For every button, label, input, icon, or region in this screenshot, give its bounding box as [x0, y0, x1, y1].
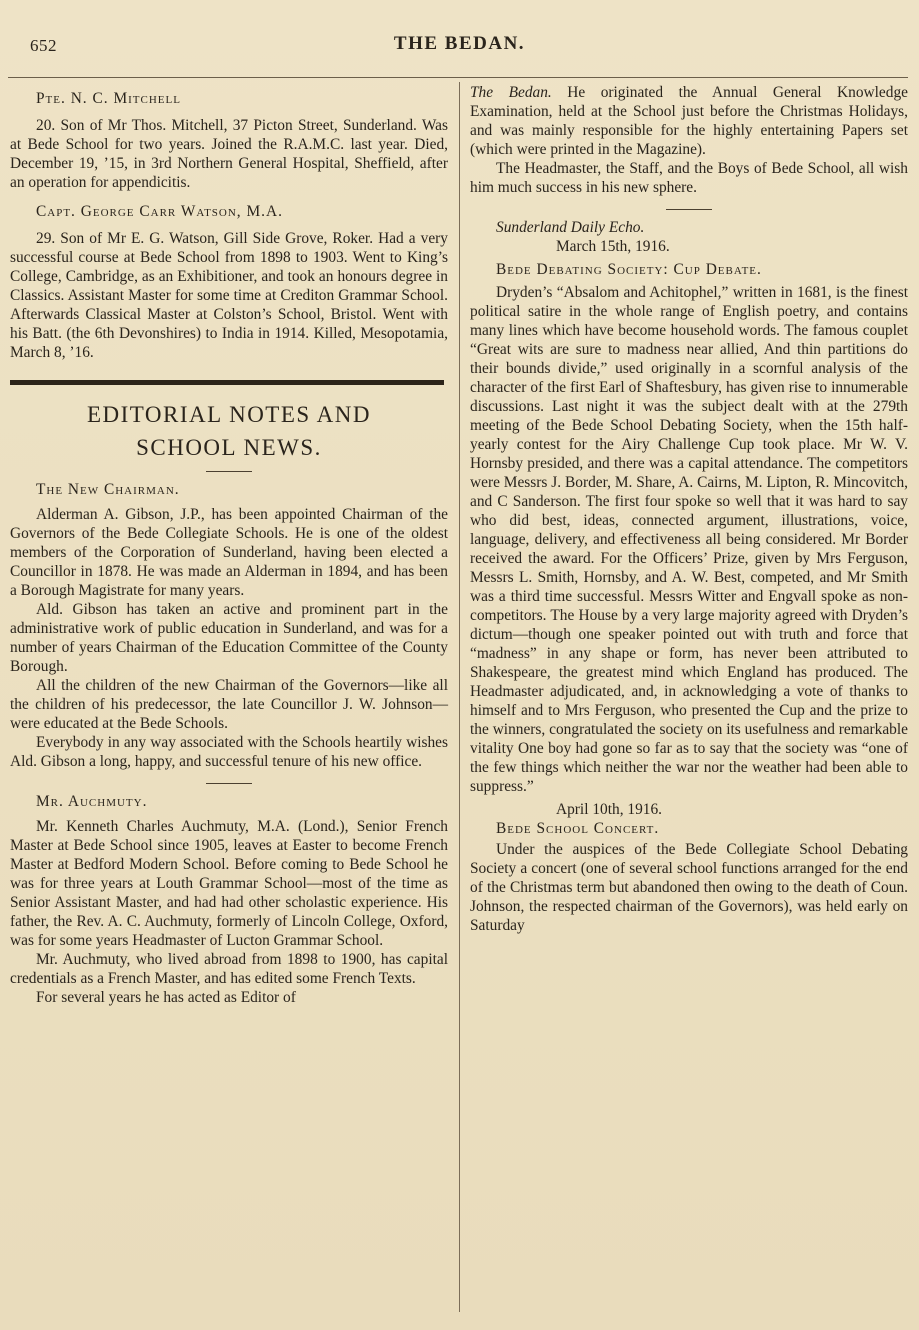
small-rule — [206, 471, 252, 472]
auchmuty-paragraph-2: Mr. Auchmuty, who lived abroad from 1898 to 1900, has capital credentials as a French Master, and has edited some French Texts. — [10, 951, 448, 987]
chairman-heading: The New Chairman. — [36, 481, 180, 498]
concert-text: Under the auspices of the Bede Collegiate School Debating Society a concert (one of several school functions arranged for the end of the Christmas term but abandoned then owing to the death of Coun. Johnson, the respected chairman of the Governors), was held early on Saturday — [470, 841, 908, 934]
small-rule — [206, 783, 252, 784]
small-rule — [666, 209, 712, 210]
watson-heading: Capt. George Carr Watson, M.A. — [36, 203, 283, 220]
chairman-paragraph-4: Everybody in any way associated with the Schools heartily wishes Ald. Gibson a long, happy, and successful tenure of his new office. — [10, 734, 448, 770]
bedan-italic: The Bedan. — [470, 84, 552, 101]
left-column — [10, 85, 448, 1007]
editorial-title-line-1: EDITORIAL NOTES AND — [86, 402, 372, 427]
auchmuty-heading: Mr. Auchmuty. — [36, 793, 148, 810]
chairman-paragraph-2: Ald. Gibson has taken an active and prominent part in the administrative work of public education in Sunderland, and was for a number of years Chairman of the Education Committee of the County Borough. — [10, 601, 448, 675]
right-column — [470, 85, 908, 935]
concert-heading: Bede School Concert. — [496, 820, 660, 837]
watson-text: 29. Son of Mr E. G. Watson, Gill Side Grove, Roker. Had a very successful course at Bede School from 1898 to 1903. Went to King’s College, Cambridge, as an Exhibitioner, and took an honours degree in Classics. Assistant Master for some time at Crediton Grammar School. Afterwards Classical Master at Colston’s School, Bristol. Went with his Batt. (the 6th Devonshires) to India in 1914. Killed, Mesopotamia, March 8, ’16. — [10, 230, 448, 361]
mitchell-text: 20. Son of Mr Thos. Mitchell, 37 Picton Street, Sunderland. Was at Bede School for two years. Joined the R.A.M.C. last year. Died, December 19, ’15, in 3rd Northern General Hospital, Sheffield, after an operation for appendicitis. — [10, 117, 448, 191]
header-rule — [8, 77, 908, 78]
concert-date: April 10th, 1916. — [556, 801, 663, 818]
section-divider — [10, 380, 444, 385]
auchmuty-paragraph-3: For several years he has acted as Editor of — [36, 989, 296, 1006]
debate-heading: Bede Debating Society: Cup Debate. — [496, 261, 762, 278]
editorial-title-line-2: SCHOOL NEWS. — [136, 435, 322, 460]
journal-title: THE BEDAN. — [393, 33, 526, 54]
auchmuty-farewell: The Headmaster, the Staff, and the Boys of Bede School, all wish him much success in his new sphere. — [470, 160, 908, 196]
debate-text: Dryden’s “Absalom and Achitophel,” written in 1681, is the finest political satire in the whole range of English poetry, and contains many lines which have become household words. The famous couplet “Great wits are sure to madness near allied, And thin partitions do their bounds divide,” used originally in a scornful analysis of the character of the first Earl of Shaftesbury, has given rise to innumerable discussions. Last night it was the subject dealt with at the 279th meeting of the Bede School Debating Society, when the 15th half-yearly contest for the Airy Challenge Cup took place. Mr W. V. Hornsby presided, and there was a capital attendance. The competitors were Messrs J. Border, M. Share, A. Cairns, M. Lipton, R. Mincovitch, and C Sanderson. The first four spoke so well that it was hard to say who did best, ideas, connected argument, illustrations, voice, language, delivery, and effectiveness all being considered. Mr Border received the award. For the Officers’ Prize, given by Mrs Ferguson, Messrs L. Smith, Hornsby, and A. W. Best, competed, and Mr Smith was a third time successful. Messrs Witter and Engvall spoke as non-competitors. The House by a very large majority agreed with Dryden’s dictum—though one speaker pointed out with truth and force that “madness” in any shape or form, has never been attributed to Shakespeare, the greatest mind which England has produced. The Headmaster adjudicated, and, in acknowledging a vote of thanks to himself and to Mrs Ferguson, who presented the Cup and the prize to the winners, congratulated the society on its usefulness and remarkable vitality One boy had gone so far as to say that the society was “one of the few things which neither the war nor the weather had been able to suppress.” — [470, 284, 908, 795]
mitchell-heading: Pte. N. C. Mitchell — [36, 90, 181, 107]
echo-source: Sunderland Daily Echo. — [496, 219, 645, 236]
auchmuty-continuation: The Bedan. He originated the Annual General Knowledge Examination, held at the School just before the Christmas Holidays, and was mainly responsible for the highly entertaining Papers set (which were printed in the Magazine). — [470, 84, 908, 158]
column-divider — [459, 82, 460, 1312]
chairman-paragraph-1: Alderman A. Gibson, J.P., has been appointed Chairman of the Governors of the Bede Collegiate Schools. He is one of the oldest members of the Corporation of Sunderland, having been elected a Councillor in 1878. He was made an Alderman in 1894, and has been a Borough Magistrate for many years. — [10, 506, 448, 599]
page-number: 652 — [30, 36, 57, 55]
chairman-paragraph-3: All the children of the new Chairman of the Governors—like all the children of his predecessor, the late Councillor J. W. Johnson—were educated at the Bede Schools. — [10, 677, 448, 732]
auchmuty-paragraph-1: Mr. Kenneth Charles Auchmuty, M.A. (Lond.), Senior French Master at Bede School since 1905, leaves at Easter to become French Master at Bedford Modern School. Before coming to Bede School he was for three years at Louth Grammar School—most of the time as Senior Assistant Master, and had had other scholastic experience. His father, the Rev. A. C. Auchmuty, formerly of Lincoln College, Oxford, was for some years Headmaster of Lucton Grammar School. — [10, 818, 448, 949]
echo-date: March 15th, 1916. — [556, 238, 670, 255]
